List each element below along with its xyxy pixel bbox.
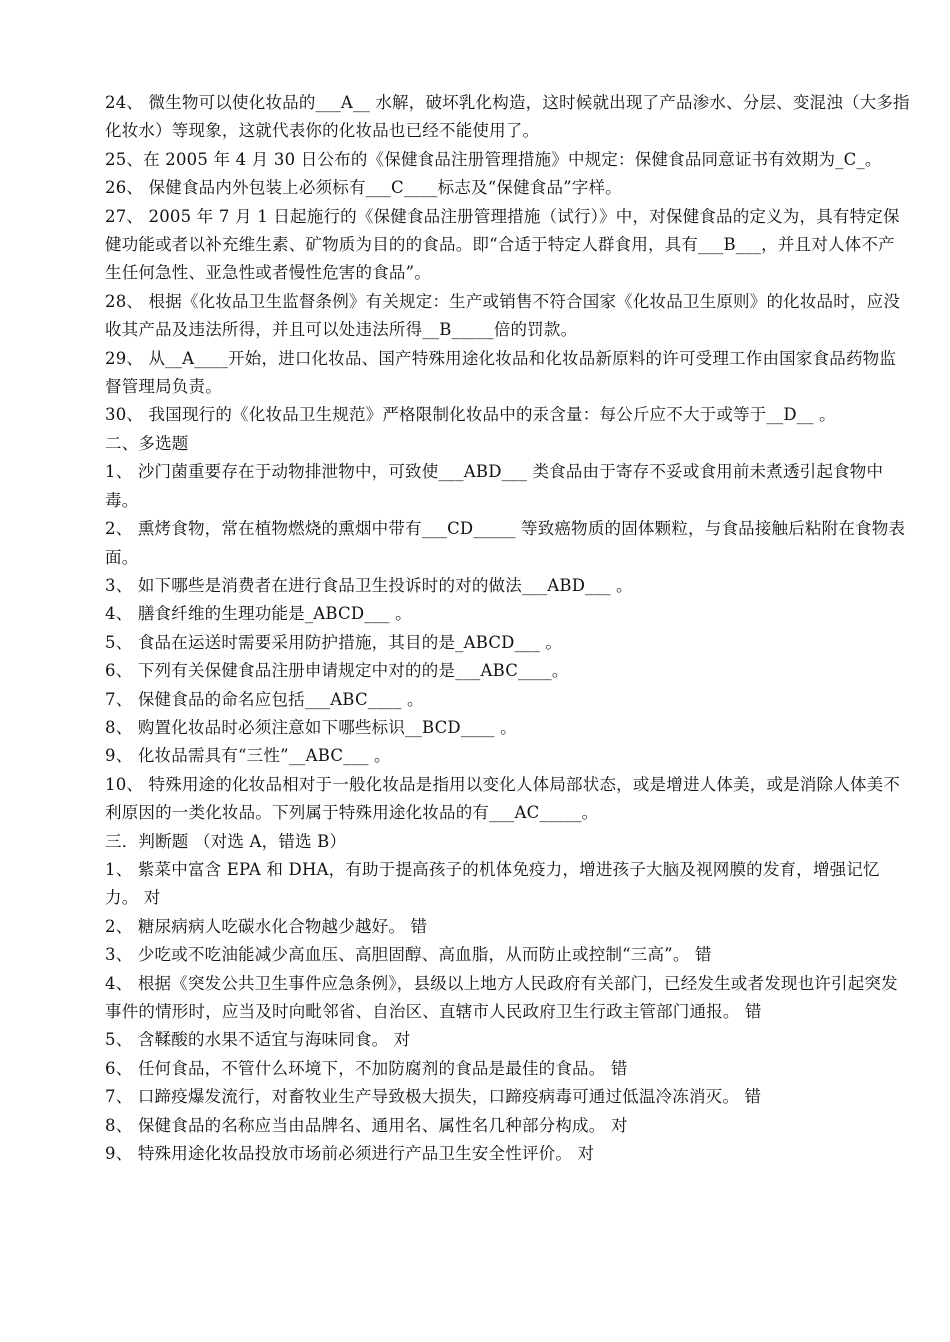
multi-question-3: 3、 如下哪些是消费者在进行食品卫生投诉时的对的做法___ABD___ 。	[105, 575, 633, 595]
question-25: 25、在 2005 年 4 月 30 日公布的《保健食品注册管理措施》中规定：保健食品同意证书有效期为_C_。	[105, 149, 882, 169]
section-heading-multi-choice: 二、多选题	[105, 433, 189, 453]
judge-question-1: 1、 紫菜中富含 EPA 和 DHA，有助于提高孩子的机体免疫力，增进孩子大脑及视网膜的发育，增强记忆力。 对	[105, 859, 880, 908]
multi-question-8: 8、 购置化妆品时必须注意如下哪些标识__BCD____ 。	[105, 717, 517, 737]
question-28: 28、 根据《化妆品卫生监督条例》有关规定：生产或销售不符合国家《化妆品卫生原则》的化妆品时，应没收其产品及违法所得，并且可以处违法所得__B_____倍的罚款。	[105, 291, 901, 340]
multi-question-7: 7、 保健食品的命名应包括___ABC____ 。	[105, 689, 424, 709]
multi-question-6: 6、 下列有关保健食品注册申请规定中对的的是___ABC____。	[105, 661, 569, 681]
question-29: 29、 从__A____开始，进口化妆品、国产特殊用途化妆品和化妆品新原料的许可受理工作由国家食品药物监督管理局负责。	[105, 348, 897, 397]
section-heading-true-false: 三．判断题 （对选 A，错选 B）	[105, 831, 347, 851]
judge-question-4: 4、 根据《突发公共卫生事件应急条例》，县级以上地方人民政府有关部门，已经发生或者发现也许引起突发事件的情形时，应当及时向毗邻省、自治区、直辖市人民政府卫生行政主管部门通报。 错	[105, 973, 898, 1021]
multi-question-9: 9、 化妆品需具有“三性”__ABC___ 。	[105, 746, 391, 766]
multi-question-10: 10、 特殊用途的化妆品相对于一般化妆品是指用以变化人体局部状态，或是增进人体美，或是消除人体美不利原因的一类化妆品。下列属于特殊用途化妆品的有___AC_____。	[105, 774, 901, 823]
judge-question-8: 8、 保健食品的名称应当由品牌名、通用名、属性名几种部分构成。 对	[105, 1115, 628, 1135]
judge-question-6: 6、 任何食品，不管什么环境下，不加防腐剂的食品是最佳的食品。 错	[105, 1058, 628, 1078]
question-30: 30、 我国现行的《化妆品卫生规范》严格限制化妆品中的汞含量：每公斤应不大于或等于__D__ 。	[105, 405, 836, 425]
question-24: 24、 微生物可以使化妆品的___A__ 水解，破坏乳化构造，这时候就出现了产品渗水、分层、变混浊（大多指化妆水）等现象，这就代表你的化妆品也已经不能使用了。	[105, 93, 910, 141]
judge-question-3: 3、 少吃或不吃油能减少高血压、高胆固醇、高血脂，从而防止或控制“三高”。 错	[105, 945, 712, 965]
multi-question-1: 1、 沙门菌重要存在于动物排泄物中，可致使___ABD___ 类食品由于寄存不妥或食用前未煮透引起食物中毒。	[105, 462, 884, 510]
judge-question-9: 9、 特殊用途化妆品投放市场前必须进行产品卫生安全性评价。 对	[105, 1144, 595, 1164]
question-27: 27、 2005 年 7 月 1 日起施行的《保健食品注册管理措施（试行）》中，对保健食品的定义为，具有特定保健功能或者以补充维生素、矿物质为目的的食品。即“合适于特定人群食用，具有___B___，并且对人体不产生任何急性、亚急性或者慢性危害的食品”。	[105, 206, 900, 283]
judge-question-7: 7、 口蹄疫爆发流行，对畜牧业生产导致极大损失，口蹄疫病毒可通过低温冷冻消灭。 错	[105, 1087, 762, 1107]
multi-question-5: 5、 食品在运送时需要采用防护措施，其目的是_ABCD___ 。	[105, 632, 563, 652]
judge-question-2: 2、 糖尿病病人吃碳水化合物越少越好。 错	[105, 916, 428, 936]
multi-question-4: 4、 膳食纤维的生理功能是_ABCD___ 。	[105, 604, 412, 624]
question-26: 26、 保健食品内外包装上必须标有___C____标志及“保健食品”字样。	[105, 178, 622, 198]
judge-question-5: 5、 含鞣酸的水果不适宜与海味同食。 对	[105, 1030, 411, 1050]
multi-question-2: 2、 熏烤食物，常在植物燃烧的熏烟中带有___CD_____ 等致癌物质的固体颗粒，与食品接触后粘附在食物表面。	[105, 519, 906, 567]
